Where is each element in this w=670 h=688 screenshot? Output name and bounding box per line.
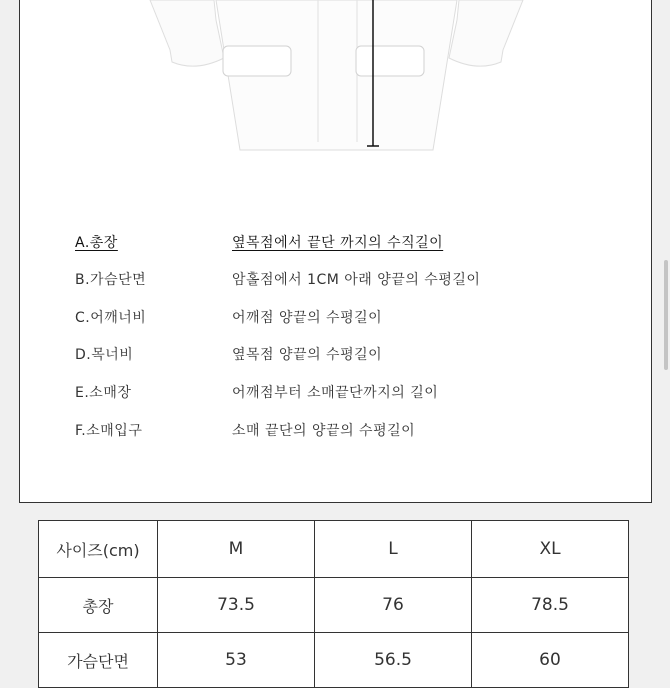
jacket-illustration [20,0,653,170]
table-header-cell: 사이즈(cm) [39,521,158,578]
measurement-label: E.소매장 [75,385,132,401]
measurement-description: 옆목점에서 끝단 까지의 수직길이 [232,235,444,251]
measurement-row-total-length [20,228,653,258]
measurement-row-sleeve-length [20,378,653,408]
size-guide-panel [19,0,652,503]
measurement-description: 암홀점에서 1CM 아래 양끝의 수평길이 [232,272,481,288]
table-header-cell: XL [472,521,629,578]
measurement-label: F.소매입구 [75,423,143,439]
table-cell: 76 [315,578,472,633]
measurement-description: 소매 끝단의 양끝의 수평길이 [232,423,416,439]
measurement-label: D.목너비 [75,347,134,363]
measurement-label: C.어깨너비 [75,310,147,326]
table-row-label: 총장 [39,578,158,633]
table-cell: 60 [472,633,629,688]
table-header-row [39,521,629,578]
measurement-description: 옆목점 양끝의 수평길이 [232,347,383,363]
table-cell: 56.5 [315,633,472,688]
table-header-cell: M [158,521,315,578]
table-cell: 53 [158,633,315,688]
measurement-row-chest-width [20,265,653,295]
measurement-label: A.총장 [75,235,118,251]
table-row-label: 가슴단면 [39,633,158,688]
measurement-label: B.가슴단면 [75,272,147,288]
table-header-cell: L [315,521,472,578]
measurement-description: 어깨점 양끝의 수평길이 [232,310,383,326]
measurement-row-shoulder-width [20,303,653,333]
jacket-left-pocket [223,46,291,76]
measurement-row-neck-width [20,340,653,370]
table-row [39,578,629,633]
page-scrollbar[interactable] [664,260,668,370]
measurement-row-sleeve-opening [20,416,653,446]
size-chart-table [38,520,629,688]
table-cell: 78.5 [472,578,629,633]
jacket-right-sleeve [449,0,523,66]
measurement-description: 어깨점부터 소매끝단까지의 길이 [232,385,439,401]
table-row [39,633,629,688]
jacket-right-pocket [356,46,424,76]
table-cell: 73.5 [158,578,315,633]
jacket-left-sleeve [150,0,224,66]
